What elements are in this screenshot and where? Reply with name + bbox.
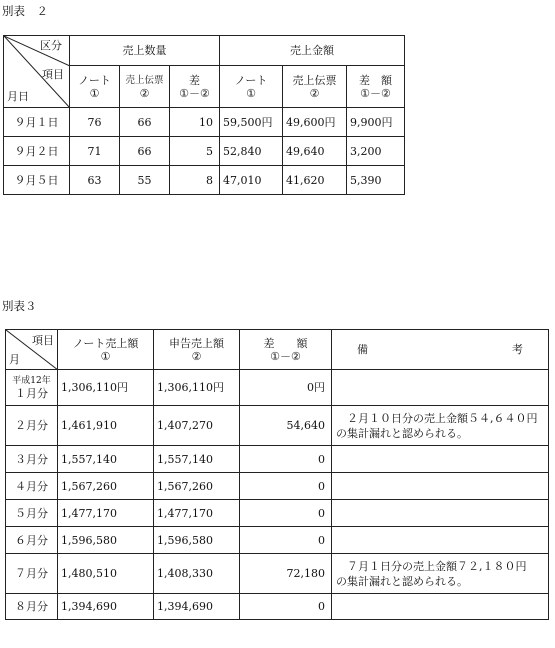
table2-caption: 別表３ <box>2 299 37 313</box>
header-category: 区分 <box>40 39 62 52</box>
sales-quantity-table <box>3 35 405 195</box>
subheader-cell: 差 額 ①－② <box>347 66 405 108</box>
header-declared-sales: 申告売上額 ② <box>154 330 240 370</box>
table-row: ５月分 1,477,170 1,477,170 0 <box>6 500 549 527</box>
subheader-cell: ノート ① <box>70 66 120 108</box>
table-row: ９月５日 63 55 8 47,010 41,620 5,390 <box>4 166 405 195</box>
table1-caption: 別表 ２ <box>2 4 48 18</box>
table-row: ４月分 1,567,260 1,567,260 0 <box>6 473 549 500</box>
table-row: ６月分 1,596,580 1,596,580 0 <box>6 527 549 554</box>
header-remarks: 備 考 <box>332 330 549 370</box>
table-row: ３月分 1,557,140 1,557,140 0 <box>6 446 549 473</box>
monthly-sales-table <box>5 329 549 620</box>
header-sales-amount: 売上金額 <box>220 36 405 66</box>
table-row: ２月分 1,461,910 1,407,270 54,640 ２月１０日分の売上金額５４,６４０円 の集計漏れと認められる。 <box>6 406 549 446</box>
table-row: 平成12年 １月分 1,306,110円 1,306,110円 0円 <box>6 370 549 406</box>
header-difference: 差 額 ①－② <box>240 330 332 370</box>
header-item: 項目 <box>42 68 64 81</box>
table-row: ７月分 1,480,510 1,408,330 72,180 ７月１日分の売上金額７２,１８０円 の集計漏れと認められる。 <box>6 554 549 594</box>
header-sales-quantity: 売上数量 <box>70 36 220 66</box>
header-notebook-sales: ノート売上額 ① <box>58 330 154 370</box>
header-item: 項目 <box>32 334 54 347</box>
header-date: 月日 <box>7 90 29 103</box>
diagonal-header-cell <box>6 330 58 370</box>
table-row: ９月２日 71 66 5 52,840 49,640 3,200 <box>4 137 405 166</box>
diagonal-header-cell <box>4 36 70 108</box>
subheader-cell: 差 ①－② <box>170 66 220 108</box>
table-row: ８月分 1,394,690 1,394,690 0 <box>6 594 549 620</box>
header-month: 月 <box>9 353 20 366</box>
subheader-cell: 売上伝票 ② <box>120 66 170 108</box>
subheader-cell: 売上伝票 ② <box>283 66 347 108</box>
table-row: ９月１日 76 66 10 59,500円 49,600円 9,900円 <box>4 108 405 137</box>
subheader-cell: ノート ① <box>220 66 283 108</box>
